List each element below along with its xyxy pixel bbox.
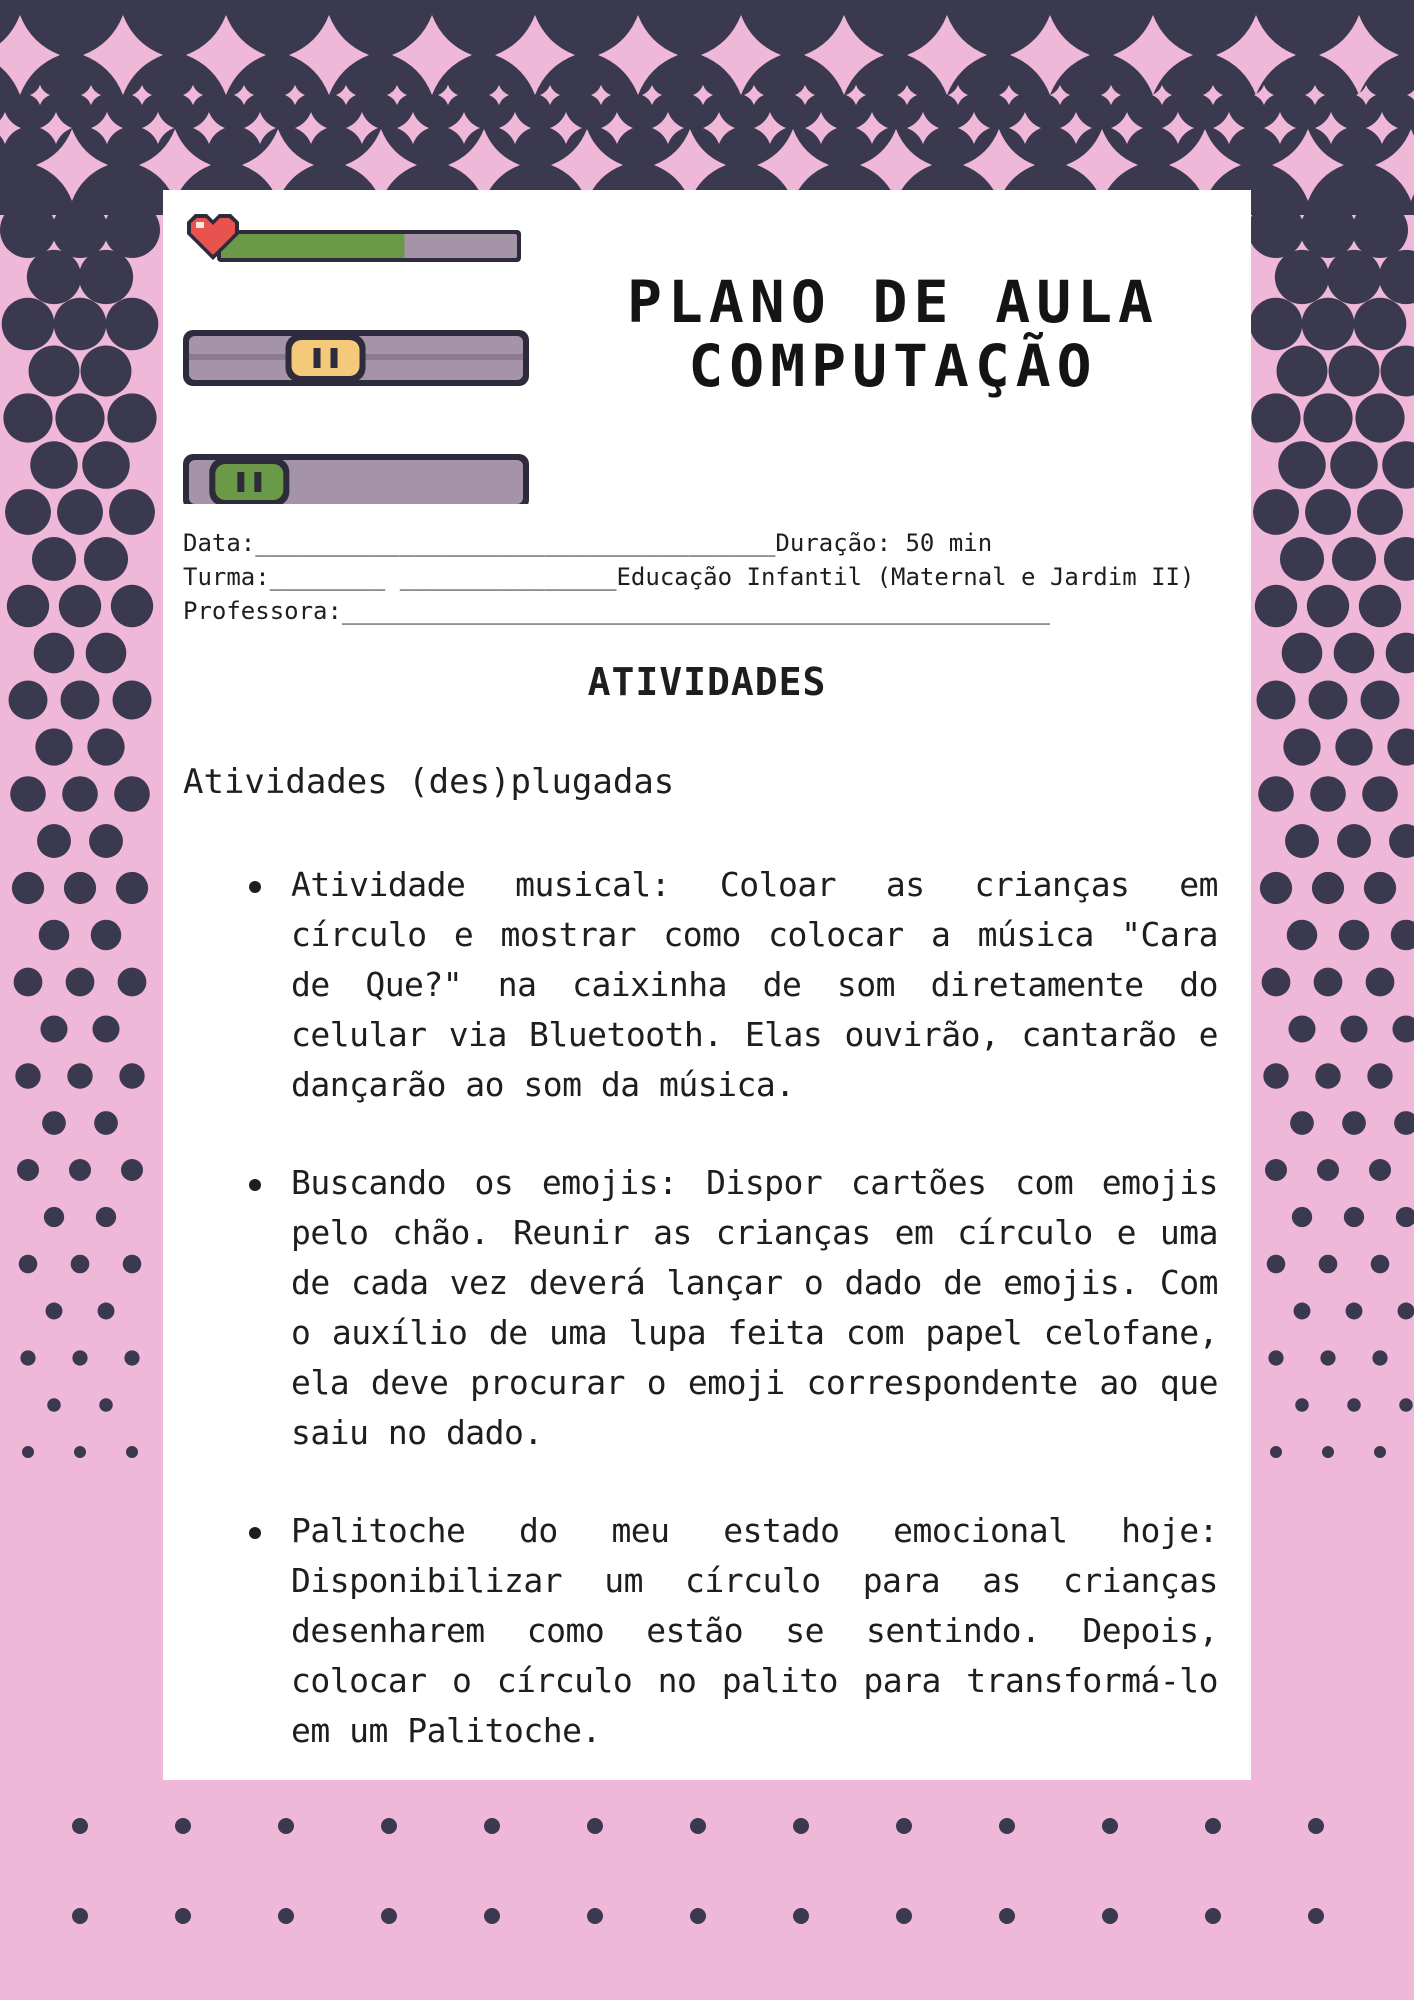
halftone-dot bbox=[69, 1159, 91, 1181]
halftone-dot bbox=[1346, 1303, 1363, 1320]
halftone-dot bbox=[61, 681, 100, 720]
halftone-dot bbox=[124, 1350, 139, 1365]
halftone-dot bbox=[1364, 872, 1396, 904]
lesson-metadata bbox=[183, 526, 1243, 628]
halftone-dot bbox=[1335, 728, 1372, 765]
halftone-dot bbox=[17, 1159, 39, 1181]
halftone-dot bbox=[1357, 489, 1403, 535]
halftone-dot bbox=[15, 1063, 40, 1088]
halftone-dot bbox=[47, 1398, 61, 1412]
page-title bbox=[543, 270, 1243, 398]
halftone-dot bbox=[57, 489, 103, 535]
halftone-dot bbox=[175, 1818, 191, 1834]
halftone-dot bbox=[1399, 1398, 1413, 1412]
halftone-dot bbox=[19, 1255, 38, 1274]
halftone-dot bbox=[175, 1908, 191, 1924]
halftone-dot bbox=[116, 872, 148, 904]
halftone-dot bbox=[1312, 872, 1344, 904]
halftone-dot bbox=[1337, 824, 1371, 858]
halftone-dot bbox=[1347, 1398, 1361, 1412]
halftone-dot bbox=[72, 1350, 87, 1365]
halftone-dot bbox=[66, 968, 95, 997]
halftone-dot bbox=[1282, 633, 1323, 674]
halftone-dot bbox=[1285, 824, 1319, 858]
halftone-dot bbox=[1332, 537, 1376, 581]
halftone-dot bbox=[1329, 346, 1380, 397]
halftone-dot bbox=[1369, 1159, 1391, 1181]
halftone-dot bbox=[96, 1207, 116, 1227]
activity-text: Atividade musical: Coloar as crianças em círculo e mostrar como colocar a música "Cara de Que?" na caixinha de som diretamente do celular via Bluetooth. Elas ouvirão, cantarão e dançarão ao som da música. bbox=[291, 865, 1218, 1104]
halftone-dot bbox=[1270, 1446, 1282, 1458]
halftone-dot bbox=[1342, 1111, 1366, 1135]
halftone-dot bbox=[1102, 1818, 1118, 1834]
halftone-dot bbox=[1262, 968, 1291, 997]
halftone-dot bbox=[27, 250, 81, 304]
halftone-dot bbox=[1255, 585, 1297, 627]
activities-list bbox=[243, 860, 1218, 1804]
halftone-dot bbox=[1205, 1908, 1221, 1924]
halftone-dot bbox=[1294, 1303, 1311, 1320]
halftone-dot bbox=[1398, 1303, 1414, 1320]
halftone-dot bbox=[89, 824, 123, 858]
halftone-dot bbox=[40, 1015, 67, 1042]
halftone-dot bbox=[98, 1303, 115, 1320]
halftone-dot bbox=[1330, 441, 1378, 489]
halftone-dot bbox=[5, 489, 51, 535]
halftone-dot bbox=[1308, 1908, 1324, 1924]
halftone-dot bbox=[896, 1908, 912, 1924]
halftone-dot bbox=[1253, 489, 1299, 535]
halftone-dot bbox=[484, 1908, 500, 1924]
halftone-dot bbox=[114, 776, 150, 812]
halftone-dot bbox=[1277, 346, 1328, 397]
halftone-dot bbox=[106, 298, 159, 351]
halftone-dot bbox=[94, 1111, 118, 1135]
halftone-dot bbox=[999, 1818, 1015, 1834]
halftone-dot bbox=[793, 1818, 809, 1834]
halftone-dot bbox=[119, 1063, 144, 1088]
halftone-dot bbox=[71, 1255, 90, 1274]
halftone-dot bbox=[690, 1908, 706, 1924]
slider-knob-yellow bbox=[286, 334, 366, 382]
halftone-dot bbox=[74, 1446, 86, 1458]
halftone-dot bbox=[72, 1818, 88, 1834]
halftone-dot bbox=[278, 1908, 294, 1924]
halftone-dot bbox=[1371, 1255, 1390, 1274]
halftone-dot bbox=[381, 1908, 397, 1924]
lesson-plan-card bbox=[163, 190, 1251, 1780]
halftone-dot bbox=[46, 1303, 63, 1320]
class-line: Turma:________ _______________Educação Infantil (Maternal e Jardim II) bbox=[183, 563, 1195, 591]
halftone-dot bbox=[999, 1908, 1015, 1924]
halftone-dot bbox=[0, 202, 56, 258]
halftone-dot bbox=[109, 489, 155, 535]
halftone-dot bbox=[1307, 585, 1349, 627]
halftone-dot bbox=[381, 1818, 397, 1834]
halftone-dot bbox=[1355, 393, 1404, 442]
halftone-dot bbox=[1265, 1159, 1287, 1181]
halftone-dot bbox=[1319, 1255, 1338, 1274]
halftone-dot bbox=[62, 776, 98, 812]
activity-text: Buscando os emojis: Dispor cartões com emojis pelo chão. Reunir as crianças em círculo e uma de cada vez deverá lançar o dado de emojis. Com o auxílio de uma lupa feita com papel celofane, ela deve procurar o emoji correspondente ao que saiu no dado. bbox=[291, 1163, 1218, 1452]
halftone-dot bbox=[123, 1255, 142, 1274]
halftone-dot bbox=[1250, 298, 1303, 351]
halftone-dot bbox=[1258, 776, 1294, 812]
date-duration-line: Data:____________________________________Duração: 50 min bbox=[183, 529, 993, 557]
halftone-dot bbox=[1288, 1015, 1315, 1042]
halftone-dot bbox=[72, 1908, 88, 1924]
bullet-icon bbox=[249, 1179, 261, 1191]
halftone-dot bbox=[1303, 393, 1352, 442]
list-item bbox=[243, 860, 1218, 1110]
halftone-dot bbox=[1295, 1398, 1309, 1412]
halftone-dot bbox=[67, 1063, 92, 1088]
bullet-icon bbox=[249, 1527, 261, 1539]
halftone-dot bbox=[92, 1015, 119, 1042]
halftone-dot bbox=[7, 585, 49, 627]
halftone-dot bbox=[30, 441, 78, 489]
halftone-dot bbox=[3, 393, 52, 442]
halftone-dot bbox=[1275, 250, 1329, 304]
halftone-dot bbox=[54, 298, 107, 351]
halftone-dot bbox=[1310, 776, 1346, 812]
slider-track-2 bbox=[183, 454, 529, 504]
pixel-bars-decoration bbox=[181, 204, 531, 504]
halftone-dot bbox=[1302, 298, 1355, 351]
halftone-dot bbox=[1367, 1063, 1392, 1088]
halftone-dot bbox=[14, 968, 43, 997]
teacher-line: Professora:_________________________________________________ bbox=[183, 597, 1050, 625]
halftone-dot bbox=[87, 728, 124, 765]
halftone-dot bbox=[91, 920, 122, 951]
halftone-dot bbox=[37, 824, 71, 858]
halftone-dot bbox=[1280, 537, 1324, 581]
halftone-dot bbox=[10, 776, 46, 812]
halftone-dot bbox=[35, 728, 72, 765]
halftone-dot bbox=[81, 346, 132, 397]
halftone-dot bbox=[1344, 1207, 1364, 1227]
section-title: ATIVIDADES bbox=[587, 660, 827, 704]
activity-text: Palitoche do meu estado emocional hoje: Disponibilizar um círculo para as crianças desenharem como estão se sentindo. Depois, colocar o círculo no palito para transformá-lo em um Palitoche. bbox=[291, 1511, 1218, 1750]
halftone-dot bbox=[1267, 1255, 1286, 1274]
halftone-dot bbox=[1314, 968, 1343, 997]
halftone-dot bbox=[1287, 920, 1318, 951]
section-subtitle: Atividades (des)plugadas bbox=[183, 762, 675, 802]
halftone-dot bbox=[1268, 1350, 1283, 1365]
halftone-dot bbox=[1290, 1111, 1314, 1135]
halftone-dot bbox=[1359, 585, 1401, 627]
halftone-dot bbox=[86, 633, 127, 674]
halftone-dot bbox=[32, 537, 76, 581]
halftone-dot bbox=[113, 681, 152, 720]
halftone-dot bbox=[278, 1818, 294, 1834]
halftone-dot bbox=[1352, 202, 1408, 258]
health-bar bbox=[187, 214, 521, 262]
halftone-dot bbox=[111, 585, 153, 627]
halftone-dot bbox=[20, 1350, 35, 1365]
halftone-dot bbox=[1102, 1908, 1118, 1924]
halftone-dot bbox=[484, 1818, 500, 1834]
halftone-dot bbox=[1372, 1350, 1387, 1365]
halftone-dot bbox=[1354, 298, 1407, 351]
halftone-dot bbox=[1257, 681, 1296, 720]
halftone-dot bbox=[79, 250, 133, 304]
halftone-dot bbox=[1317, 1159, 1339, 1181]
halftone-dot bbox=[107, 393, 156, 442]
halftone-dot bbox=[1308, 1818, 1324, 1834]
halftone-dot bbox=[12, 872, 44, 904]
halftone-dot bbox=[1263, 1063, 1288, 1088]
halftone-dot bbox=[104, 202, 160, 258]
title-line-2: COMPUTAÇÃO bbox=[688, 332, 1098, 400]
halftone-dot bbox=[1260, 872, 1292, 904]
halftone-dot bbox=[64, 872, 96, 904]
halftone-dot bbox=[587, 1908, 603, 1924]
halftone-dot bbox=[84, 537, 128, 581]
halftone-dot bbox=[2, 298, 55, 351]
halftone-dot bbox=[1361, 681, 1400, 720]
halftone-dot bbox=[896, 1818, 912, 1834]
halftone-dot bbox=[1322, 1446, 1334, 1458]
halftone-dot bbox=[1248, 202, 1304, 258]
halftone-dot bbox=[42, 1111, 66, 1135]
halftone-dot bbox=[34, 633, 75, 674]
halftone-dot bbox=[118, 968, 147, 997]
halftone-dot bbox=[1366, 968, 1395, 997]
halftone-dot bbox=[39, 920, 70, 951]
list-item bbox=[243, 1158, 1218, 1458]
halftone-dot bbox=[793, 1908, 809, 1924]
halftone-dot bbox=[1340, 1015, 1367, 1042]
halftone-dot bbox=[1300, 202, 1356, 258]
slider-track-1 bbox=[183, 330, 529, 386]
halftone-dot bbox=[1309, 681, 1348, 720]
halftone-dot bbox=[1283, 728, 1320, 765]
halftone-dot bbox=[1334, 633, 1375, 674]
halftone-dot bbox=[1292, 1207, 1312, 1227]
list-item bbox=[243, 1506, 1218, 1756]
title-line-1: PLANO DE AULA bbox=[627, 268, 1159, 336]
halftone-dot bbox=[1305, 489, 1351, 535]
halftone-dot bbox=[99, 1398, 113, 1412]
slider-knob-green bbox=[209, 458, 289, 504]
health-bar-fill bbox=[221, 234, 405, 258]
halftone-dot bbox=[1374, 1446, 1386, 1458]
halftone-dot bbox=[587, 1818, 603, 1834]
halftone-dot bbox=[1362, 776, 1398, 812]
halftone-dot bbox=[1315, 1063, 1340, 1088]
bullet-icon bbox=[249, 881, 261, 893]
halftone-dot bbox=[9, 681, 48, 720]
halftone-dot bbox=[121, 1159, 143, 1181]
halftone-dot bbox=[1339, 920, 1370, 951]
halftone-dot bbox=[52, 202, 108, 258]
halftone-dot bbox=[1320, 1350, 1335, 1365]
halftone-dot bbox=[82, 441, 130, 489]
halftone-dot bbox=[55, 393, 104, 442]
halftone-dot bbox=[690, 1818, 706, 1834]
halftone-dot bbox=[1327, 250, 1381, 304]
halftone-dot bbox=[1205, 1818, 1221, 1834]
halftone-dot bbox=[1278, 441, 1326, 489]
halftone-dot bbox=[22, 1446, 34, 1458]
halftone-dot bbox=[44, 1207, 64, 1227]
halftone-dot bbox=[59, 585, 101, 627]
halftone-dot bbox=[29, 346, 80, 397]
halftone-dot bbox=[1251, 393, 1300, 442]
halftone-dot bbox=[126, 1446, 138, 1458]
